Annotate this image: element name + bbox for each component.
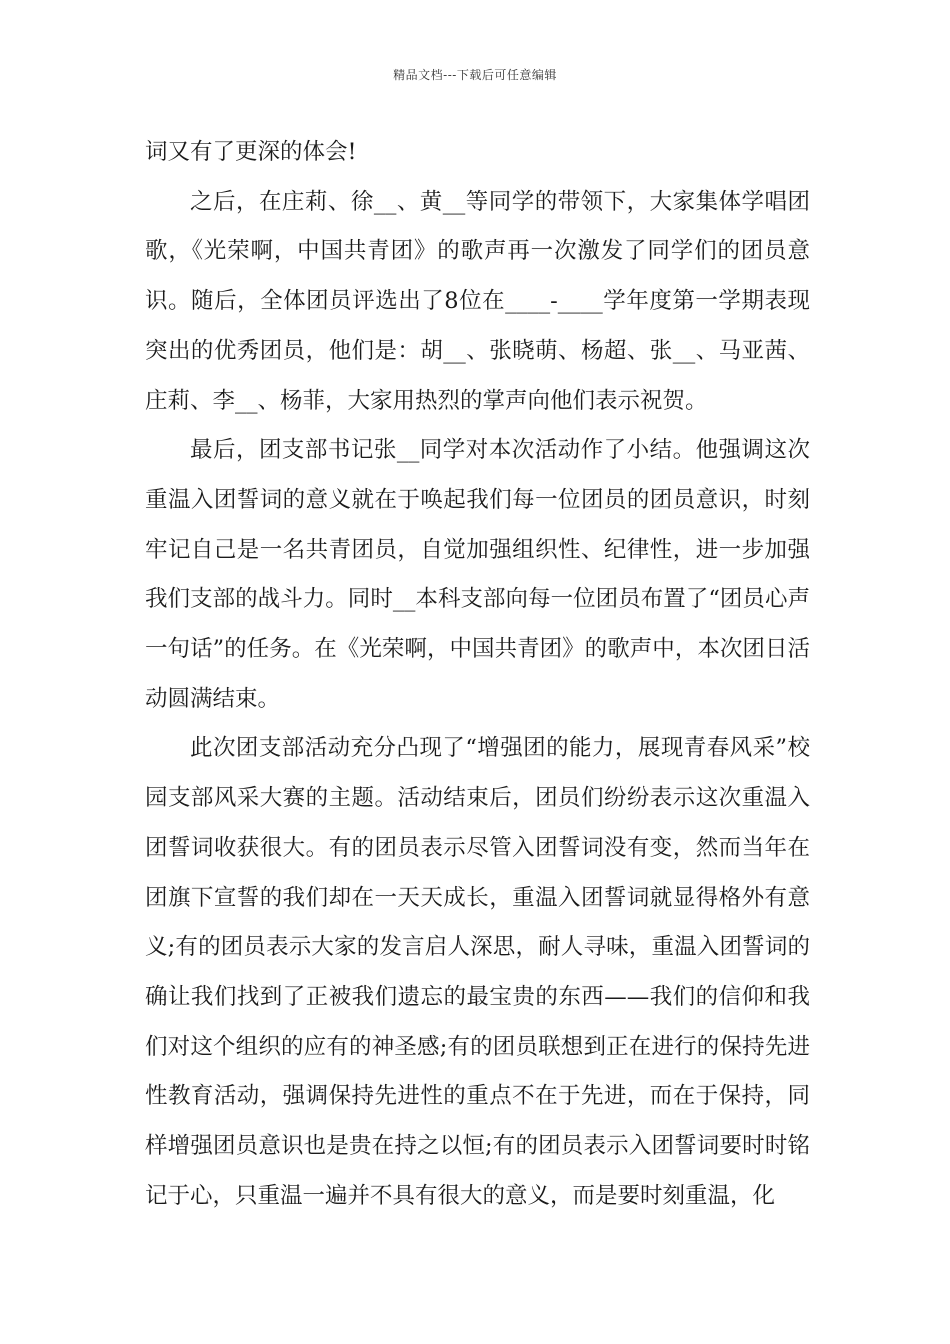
paragraph-1: 词又有了更深的体会! bbox=[145, 139, 357, 165]
paragraph-2: 之后，在庄莉、徐__、黄__等同学的带领下，大家集体学唱团歌，《光荣啊，中国共青团》的歌声再一次激发了同学们的团员意识。随后，全体团员评选出了8位在____-____学年度第一学期表现突出的优秀团员，他们是：胡__、张晓萌、杨超、张__、马亚茜、庄莉、李__、杨菲，大家用热烈的掌声向他们表示祝贺。 bbox=[145, 188, 810, 414]
page-header: 精品文档---下载后可任意编辑 bbox=[393, 68, 557, 82]
paragraph-4: 此次团支部活动充分凸现了“增强团的能力，展现青春风采”校园支部风采大赛的主题。活动结束后，团员们纷纷表示这次重温入团誓词收获很大。有的团员表示尽管入团誓词没有变，然而当年在团旗下宣誓的我们却在一天天成长，重温入团誓词就显得格外有意义;有的团员表示大家的发言启人深思，耐人寻味，重温入团誓词的确让我们找到了正被我们遗忘的最宝贵的东西——我们的信仰和我们对这个组织的应有的神圣感;有的团员联想到正在进行的保持先进性教育活动，强调保持先进性的重点不在于先进，而在于保持，同样增强团员意识也是贵在持之以恒;有的团员表示入团誓词要时时铭记于心，只重温一遍并不具有很大的意义，而是要时刻重温，化 bbox=[145, 735, 810, 1209]
document-body bbox=[145, 128, 810, 1221]
paragraph-3: 最后，团支部书记张__同学对本次活动作了小结。他强调这次重温入团誓词的意义就在于唤起我们每一位团员的团员意识，时刻牢记自己是一名共青团员，自觉加强组织性、纪律性，进一步加强我们支部的战斗力。同时__本科支部向每一位团员布置了“团员心声一句话”的任务。在《光荣啊，中国共青团》的歌声中，本次团日活动圆满结束。 bbox=[145, 437, 810, 712]
